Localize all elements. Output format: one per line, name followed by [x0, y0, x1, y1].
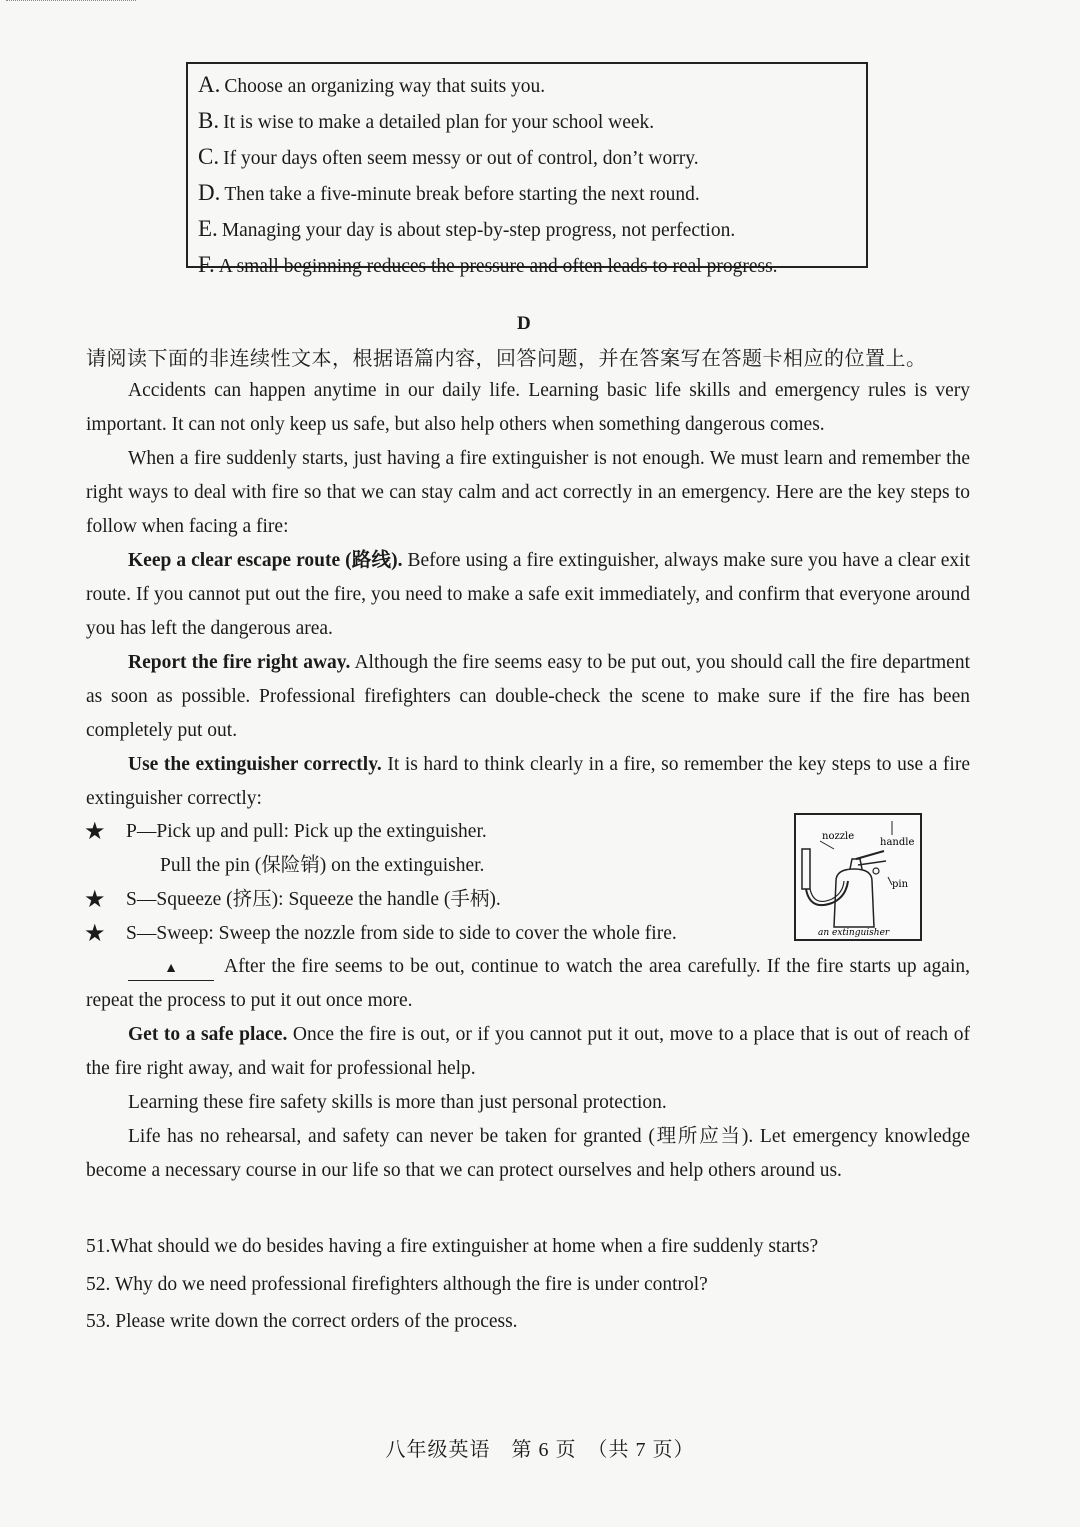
scan-mark: [6, 0, 136, 5]
options-box: [186, 62, 868, 277]
blank-paragraph-text: After the fire seems to be out, continue to watch the area carefully. If the fire starts up again, repeat the process to put it out once more.: [86, 956, 970, 1011]
paragraph-use: [86, 748, 970, 816]
option-letter: B.: [198, 108, 220, 133]
option-letter: A.: [198, 72, 221, 97]
paragraph-safe: [86, 1018, 970, 1086]
step-squeeze: [84, 883, 764, 917]
step-pull: Pull the pin (保险销) on the extinguisher.: [160, 855, 485, 876]
paragraph-heading: Report the fire right away.: [128, 652, 351, 673]
question-53: 53. Please write down the correct orders of the process.: [86, 1311, 518, 1332]
pass-steps: [84, 815, 764, 951]
step-sweep: [84, 917, 764, 951]
star-icon: ★: [84, 887, 106, 913]
option-b: [198, 104, 866, 140]
star-icon: ★: [84, 921, 106, 947]
closing-paragraph-2: Life has no rehearsal, and safety can never be taken for granted (理所应当). Let emergency knowledge become a necessary course in our life so that we can protect ourselves and help others around us.: [86, 1126, 970, 1181]
option-text: Choose an organizing way that suits you.: [224, 76, 546, 97]
option-letter: D.: [198, 180, 221, 205]
option-text: Managing your day is about step-by-step progress, not perfection.: [221, 220, 736, 241]
paragraph-text: Once the fire is out, or if you cannot put it out, move to a place that is out of reach of the fire right away, and wait for professional help.: [86, 1024, 970, 1079]
handle-label: handle: [880, 837, 915, 848]
paragraph-text: It is hard to think clearly in a fire, so remember the key steps to use a fire extinguisher correctly:: [86, 754, 970, 809]
option-f: [198, 248, 866, 284]
paragraph-heading: Keep a clear escape route (路线).: [128, 550, 403, 571]
blank-paragraph: [86, 950, 970, 1018]
star-icon: ★: [84, 819, 106, 845]
passage-top: [86, 374, 970, 816]
step-text: S—Sweep: Sweep the nozzle from side to side to cover the whole fire.: [126, 923, 677, 944]
option-e: [198, 212, 866, 248]
option-d: [198, 176, 866, 212]
section-letter: D: [517, 313, 531, 334]
paragraph-heading: Get to a safe place.: [128, 1024, 288, 1045]
option-text: It is wise to make a detailed plan for your school week.: [223, 112, 655, 133]
page-footer: 八年级英语 第 6 页 （共 7 页）: [385, 1439, 695, 1461]
paragraph-text: Before using a fire extinguisher, always make sure you have a clear exit route. If you cannot put out the fire, you need to make a safe exit immediately, and confirm that everyone around you has left the dangerous area.: [86, 550, 970, 639]
step-pick: [84, 815, 764, 849]
option-text: A small beginning reduces the pressure and often leads to real progress.: [218, 256, 778, 277]
nozzle-label: nozzle: [822, 831, 855, 842]
step-text: S—Squeeze (挤压): Squeeze the handle (手柄).: [126, 889, 501, 910]
intro-paragraph-1: Accidents can happen anytime in our daily life. Learning basic life skills and emergency rules is very important. It can not only keep us safe, but also help others when something dangerous comes.: [86, 380, 970, 435]
pin-label: pin: [892, 879, 909, 890]
question-52: 52. Why do we need professional firefighters although the fire is under control?: [86, 1273, 708, 1295]
option-text: Then take a five-minute break before starting the next round.: [224, 184, 700, 205]
question-51: 51.What should we do besides having a fire extinguisher at home when a fire suddenly starts?: [86, 1236, 819, 1257]
option-letter: C.: [198, 144, 220, 169]
intro-paragraph-2: When a fire suddenly starts, just having a fire extinguisher is not enough. We must learn and remember the right ways to deal with fire so that we can stay calm and act correctly in an emergency. Here are the key steps to follow when facing a fire:: [86, 448, 970, 537]
paragraph-heading: Use the extinguisher correctly.: [128, 754, 382, 775]
option-letter: E.: [198, 216, 218, 241]
questions: [86, 1228, 818, 1341]
option-text: If your days often seem messy or out of control, don’t worry.: [223, 148, 699, 169]
step-text: P—Pick up and pull: Pick up the extinguisher.: [126, 821, 487, 842]
option-c: [198, 140, 866, 176]
option-letter: F.: [198, 252, 215, 277]
figure-caption: an extinguisher: [818, 928, 890, 938]
closing-paragraph-1: Learning these fire safety skills is more than just personal protection.: [128, 1092, 667, 1113]
paragraph-escape: [86, 544, 970, 646]
paragraph-report: [86, 646, 970, 748]
fire-extinguisher-icon: [796, 815, 920, 939]
paragraph-text: Although the fire seems easy to be put out, you should call the fire department as soon as possible. Professional firefighters can double-check the scene to make sure if the fire has been completely put out.: [86, 652, 971, 741]
instruction: 请阅读下面的非连续性文本，根据语篇内容，回答问题，并在答案写在答题卡相应的位置上。: [86, 348, 927, 370]
answer-blank[interactable]: ▲: [128, 958, 214, 981]
extinguisher-figure: [794, 813, 922, 941]
passage-bottom: [86, 950, 970, 1188]
option-a: [198, 68, 866, 104]
